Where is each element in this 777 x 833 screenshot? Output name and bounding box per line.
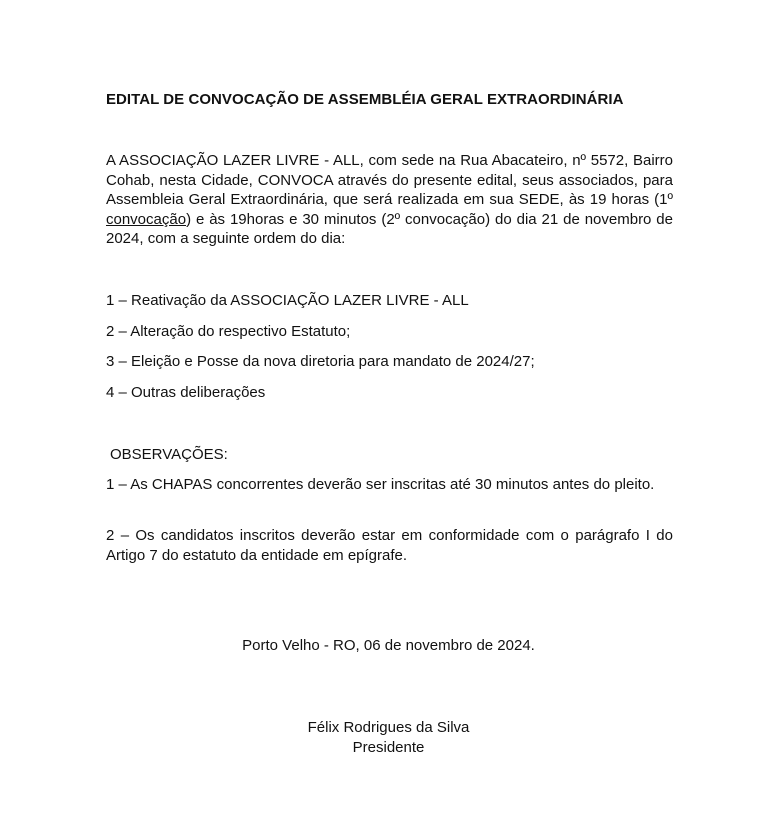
document-title: EDITAL DE CONVOCAÇÃO DE ASSEMBLÉIA GERAL EXTRAORDINÁRIA [106, 91, 624, 108]
observation-item: 1 – As CHAPAS concorrentes deverão ser inscritas até 30 minutos antes do pleito. [106, 476, 655, 493]
intro-text-part1: A ASSOCIAÇÃO LAZER LIVRE - ALL, com sede na Rua Abacateiro, nº 5572, Bairro Cohab, nesta Cidade, CONVOCA através do presente edital, seus associados, para Assembleia Geral Extraordinária, que será realizada em sua SEDE, às 19 horas (1º [106, 152, 673, 208]
intro-text-part2: ) e às 19horas e 30 minutos (2º convocação) do dia 21 de novembro de 2024, com a seguinte ordem do dia: [106, 210, 673, 247]
signatory-name: Félix Rodrigues da Silva [307, 719, 470, 736]
agenda-item: 1 – Reativação da ASSOCIAÇÃO LAZER LIVRE - ALL [106, 292, 469, 309]
signatory-role: Presidente [352, 739, 425, 756]
intro-paragraph [106, 151, 673, 249]
agenda-item: 2 – Alteração do respectivo Estatuto; [106, 322, 351, 340]
agenda-list [106, 291, 673, 413]
intro-underlined-word: convocação [106, 210, 187, 228]
agenda-item: 3 – Eleição e Posse da nova diretoria para mandato de 2024/27; [106, 353, 535, 370]
agenda-item: 4 – Outras deliberações [106, 383, 266, 401]
observations-heading: OBSERVAÇÕES: [110, 446, 228, 463]
place-and-date: Porto Velho - RO, 06 de novembro de 2024. [242, 637, 535, 654]
observation-item: 2 – Os candidatos inscritos deverão estar em conformidade com o parágrafo I do Artigo 7 do estatuto da entidade em epígrafe. [106, 527, 673, 564]
